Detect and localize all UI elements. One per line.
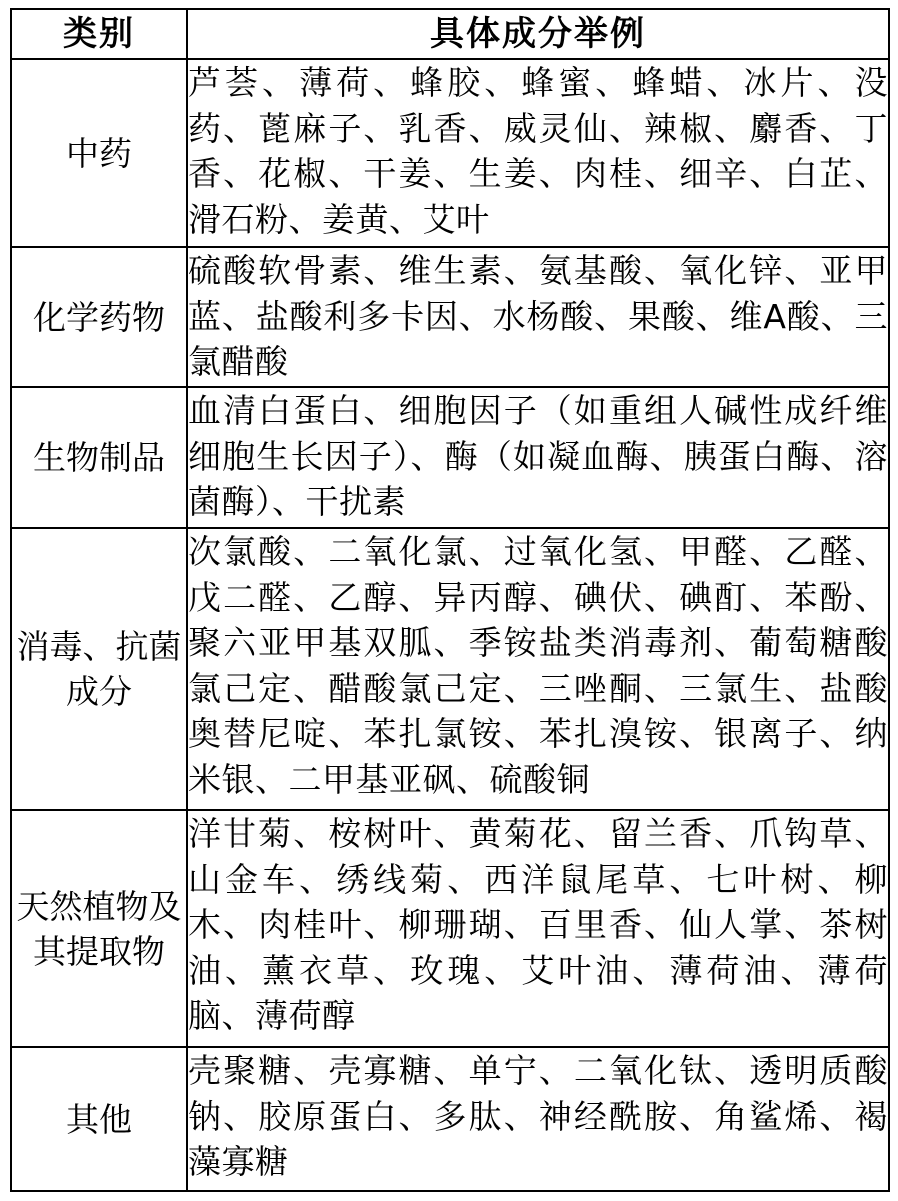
category-cell: 消毒、抗菌成分 [11,528,187,810]
category-cell: 其他 [11,1047,187,1191]
examples-cell: 硫酸软骨素、维生素、氨基酸、氧化锌、亚甲蓝、盐酸利多卡因、水杨酸、果酸、维A酸、三氯醋酸 [187,247,889,387]
examples-cell: 壳聚糖、壳寡糖、单宁、二氧化钛、透明质酸钠、胶原蛋白、多肽、神经酰胺、角鲨烯、褐藻寡糖 [187,1047,889,1191]
table-header-row [11,9,889,59]
table-row [11,59,889,247]
ingredients-table [10,8,890,1192]
examples-cell: 洋甘菊、桉树叶、黄菊花、留兰香、爪钩草、山金车、绣线菊、西洋鼠尾草、七叶树、柳木、肉桂叶、柳珊瑚、百里香、仙人掌、茶树油、薰衣草、玫瑰、艾叶油、薄荷油、薄荷脑、薄荷醇 [187,810,889,1047]
table-row [11,247,889,387]
category-cell: 中药 [11,59,187,247]
examples-cell: 芦荟、薄荷、蜂胶、蜂蜜、蜂蜡、冰片、没药、蓖麻子、乳香、威灵仙、辣椒、麝香、丁香、花椒、干姜、生姜、肉桂、细辛、白芷、滑石粉、姜黄、艾叶 [187,59,889,247]
table-row [11,810,889,1047]
category-cell: 天然植物及其提取物 [11,810,187,1047]
category-cell: 化学药物 [11,247,187,387]
header-category: 类别 [11,9,187,59]
table-row [11,528,889,810]
examples-cell: 血清白蛋白、细胞因子（如重组人碱性成纤维细胞生长因子）、酶（如凝血酶、胰蛋白酶、溶菌酶）、干扰素 [187,387,889,528]
header-examples: 具体成分举例 [187,9,889,59]
table-row [11,1047,889,1191]
examples-cell: 次氯酸、二氧化氯、过氧化氢、甲醛、乙醛、戊二醛、乙醇、异丙醇、碘伏、碘酊、苯酚、聚六亚甲基双胍、季铵盐类消毒剂、葡萄糖酸氯己定、醋酸氯己定、三唑酮、三氯生、盐酸奥替尼啶、苯扎氯铵、苯扎溴铵、银离子、纳米银、二甲基亚砜、硫酸铜 [187,528,889,810]
table-row [11,387,889,528]
category-cell: 生物制品 [11,387,187,528]
